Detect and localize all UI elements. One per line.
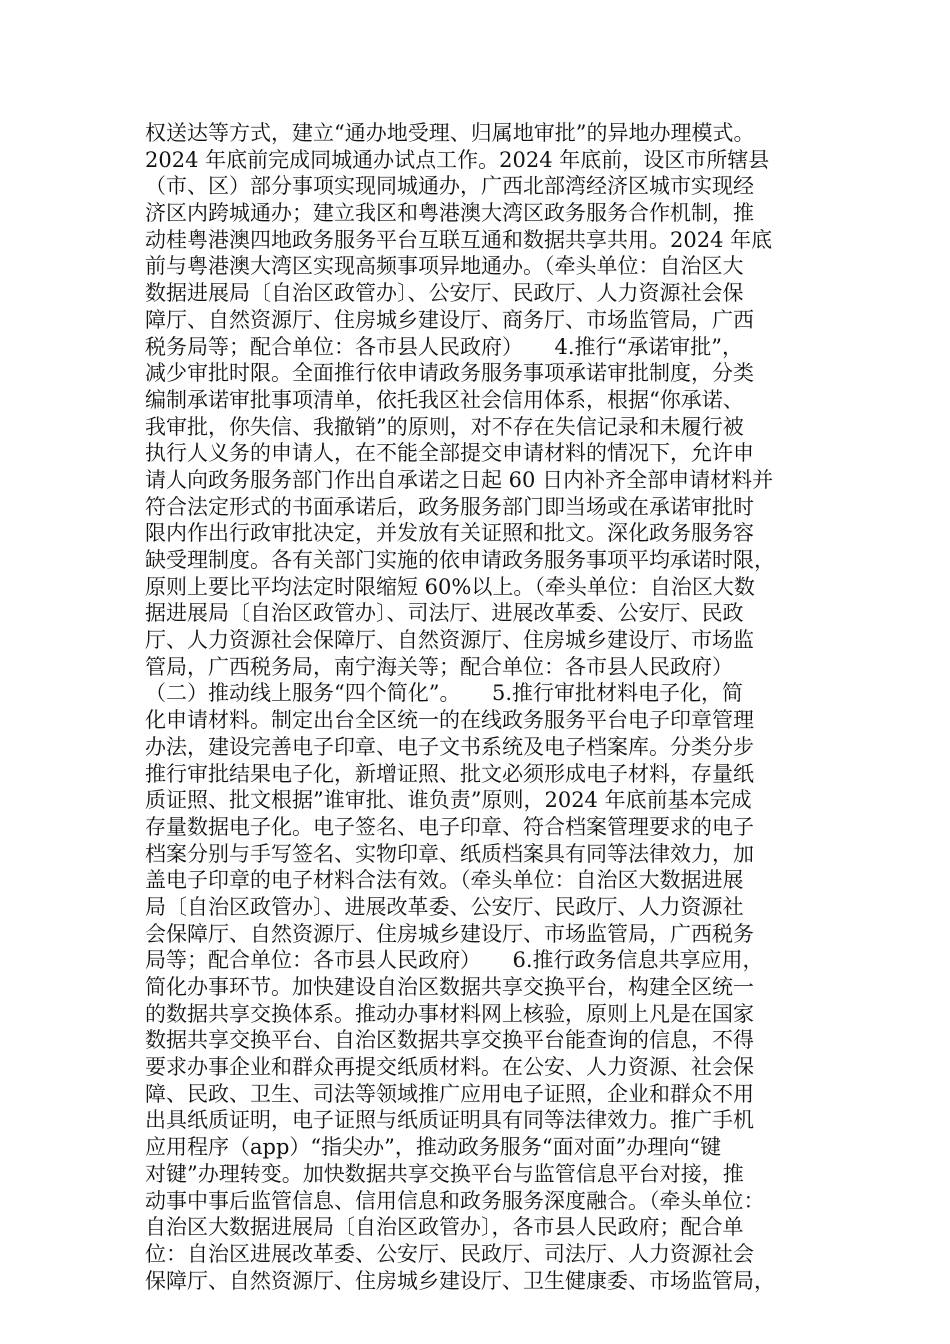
text-line: 要求办事企业和群众再提交纸质材料。在公安、人力资源、社会保	[145, 1055, 754, 1080]
text-line: 济区内跨城通办；建立我区和粤港澳大湾区政务服务合作机制，推	[145, 201, 754, 226]
text-line: （二）推动线上服务“四个简化”。 5.推行审批材料电子化，简	[145, 681, 744, 706]
text-line: 局等；配合单位：各市县人民政府） 6.推行政务信息共享应用，	[145, 948, 764, 973]
text-line: 应用程序（app）“指尖办”，推动政务服务“面对面”办理向“键	[145, 1135, 722, 1160]
text-line: 简化办事环节。加快建设自治区数据共享交换平台，构建全区统一	[145, 975, 754, 999]
text-line: 出具纸质证明，电子证照与纸质证明具有同等法律效力。推广手机	[145, 1108, 754, 1133]
text-line: 减少审批时限。全面推行依申请政务服务事项承诺审批制度，分类	[145, 361, 754, 386]
text-line: 保障厅、自然资源厅、住房城乡建设厅、卫生健康委、市场监管局，	[145, 1268, 775, 1293]
text-line: 数据进展局〔自治区政管办〕、公安厅、民政厅、人力资源社会保	[145, 281, 744, 306]
text-line: 请人向政务服务部门作出自承诺之日起 60 日内补齐全部申请材料并	[145, 467, 774, 492]
text-line: 数据共享交换平台、自治区数据共享交换平台能查询的信息，不得	[145, 1028, 754, 1053]
text-line: 障厅、自然资源厅、住房城乡建设厅、商务厅、市场监管局，广西	[145, 307, 754, 332]
text-line: 存量数据电子化。电子签名、电子印章、符合档案管理要求的电子	[145, 814, 754, 839]
text-line: 我审批，你失信、我撤销”的原则，对不存在失信记录和未履行被	[145, 414, 744, 439]
text-line: 推行审批结果电子化，新增证照、批文必须形成电子材料，存量纸	[145, 761, 754, 786]
text-line: 2024 年底前完成同城通办试点工作。2024 年底前，设区市所辖县	[145, 147, 770, 172]
text-line: 限内作出行政审批决定，并发放有关证照和批文。深化政务服务容	[145, 521, 754, 546]
text-line: 前与粤港澳大湾区实现高频事项异地通办。（牵头单位：自治区大	[145, 254, 744, 279]
text-line: 质证照、批文根据”谁审批、谁负责”原则，2024 年底前基本完成	[145, 788, 752, 813]
text-line: 办法，建设完善电子印章、电子文书系统及电子档案库。分类分步	[145, 734, 754, 759]
text-line: 权送达等方式，建立“通办地受理、归属地审批”的异地办理模式。	[145, 121, 755, 145]
text-line: 对键”办理转变。加快数据共享交换平台与监管信息平台对接，推	[145, 1161, 744, 1186]
text-line: 编制承诺审批事项清单，依托我区社会信用体系，根据“你承诺、	[145, 387, 744, 412]
text-line: 会保障厅、自然资源厅、住房城乡建设厅、市场监管局，广西税务	[145, 921, 754, 946]
text-line: 的数据共享交换体系。推动办事材料网上核验，原则上凡是在国家	[145, 1001, 754, 1026]
text-line: 执行人义务的申请人，在不能全部提交申请材料的情况下，允许申	[145, 441, 754, 466]
text-line: 厅、人力资源社会保障厅、自然资源厅、住房城乡建设厅、市场监	[145, 628, 754, 653]
text-line: 障、民政、卫生、司法等领域推广应用电子证照，企业和群众不用	[145, 1081, 754, 1106]
text-line: 原则上要比平均法定时限缩短 60%以上。（牵头单位：自治区大数	[145, 574, 755, 599]
text-line: 动桂粤港澳四地政务服务平台互联互通和数据共享共用。2024 年底	[145, 227, 773, 252]
text-line: 据进展局〔自治区政管办〕、司法厅、进展改革委、公安厅、民政	[145, 601, 744, 626]
text-line: 盖电子印章的电子材料合法有效。（牵头单位：自治区大数据进展	[145, 868, 744, 893]
text-line: 动事中事后监管信息、信用信息和政务服务深度融合。（牵头单位：	[145, 1188, 765, 1213]
text-line: 局〔自治区政管办〕、进展改革委、公安厅、民政厅、人力资源社	[145, 894, 744, 919]
text-line: 管局，广西税务局，南宁海关等；配合单位：各市县人民政府）	[145, 654, 733, 679]
text-line: 档案分别与手写签名、实物印章、纸质档案具有同等法律效力，加	[145, 841, 754, 866]
text-line: 缺受理制度。各有关部门实施的依申请政务服务事项平均承诺时限，	[145, 548, 775, 572]
text-line: 税务局等；配合单位：各市县人民政府） 4.推行“承诺审批”，	[145, 334, 744, 359]
text-line: 化申请材料。制定出台全区统一的在线政务服务平台电子印章管理	[145, 708, 754, 733]
text-line: 符合法定形式的书面承诺后，政务服务部门即当场或在承诺审批时	[145, 494, 754, 519]
text-line: 位：自治区进展改革委、公安厅、民政厅、司法厅、人力资源社会	[145, 1241, 754, 1266]
text-line: 自治区大数据进展局〔自治区政管办〕，各市县人民政府；配合单	[145, 1215, 744, 1240]
document-body	[145, 120, 825, 1294]
text-line: （市、区）部分事项实现同城通办，广西北部湾经济区城市实现经	[145, 174, 754, 199]
